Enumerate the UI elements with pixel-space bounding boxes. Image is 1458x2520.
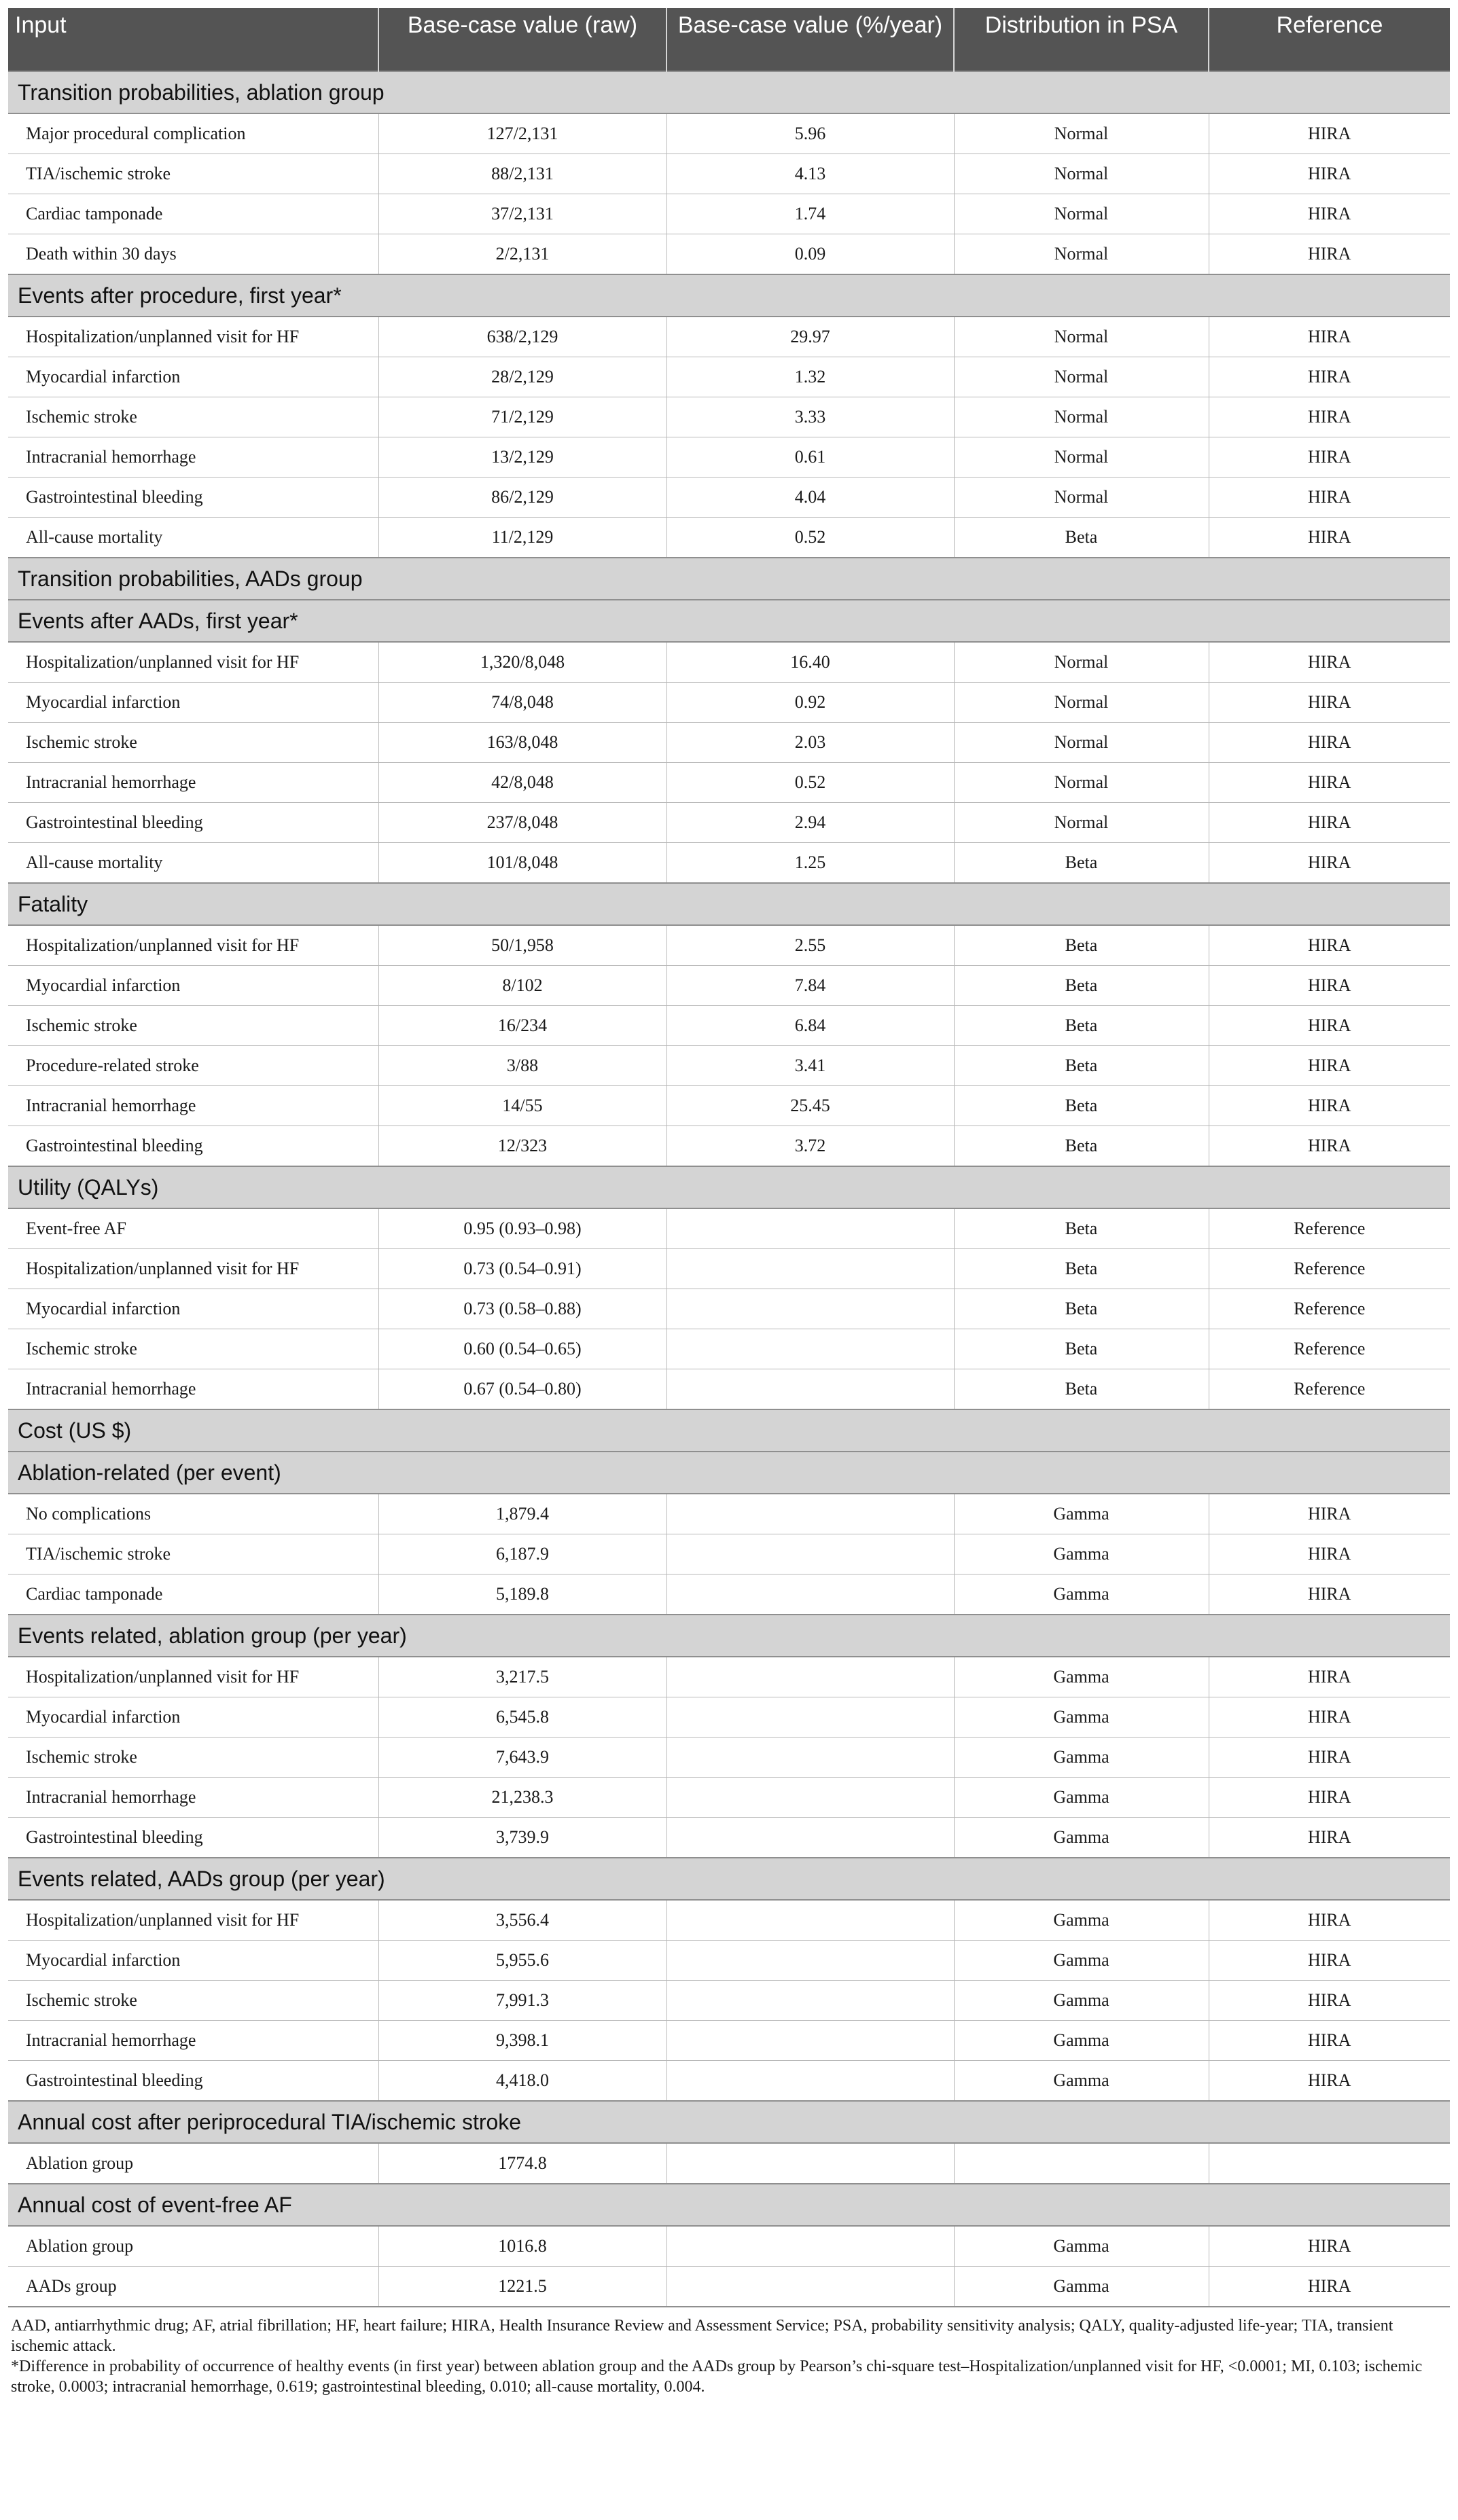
table-row <box>8 2021 1450 2061</box>
cell-raw-value: 127/2,131 <box>378 113 666 154</box>
section-header-row <box>8 1166 1450 1208</box>
cell-reference: HIRA <box>1209 843 1450 884</box>
cell-reference: Reference <box>1209 1249 1450 1289</box>
table-row <box>8 723 1450 763</box>
cell-percent-value <box>666 1329 954 1369</box>
table-row <box>8 1818 1450 1858</box>
table-row <box>8 1369 1450 1410</box>
cell-distribution: Normal <box>954 478 1209 518</box>
section-title: Transition probabilities, ablation group <box>8 71 1450 113</box>
cell-input: Major procedural complication <box>8 113 378 154</box>
header-base-case-percent: Base-case value (%/year) <box>666 8 954 71</box>
cell-distribution: Gamma <box>954 2021 1209 2061</box>
cell-raw-value: 86/2,129 <box>378 478 666 518</box>
cell-distribution: Gamma <box>954 1657 1209 1697</box>
cell-reference: HIRA <box>1209 1534 1450 1574</box>
cell-reference: HIRA <box>1209 1574 1450 1615</box>
cell-raw-value: 21,238.3 <box>378 1778 666 1818</box>
table-row <box>8 154 1450 194</box>
cell-reference: HIRA <box>1209 723 1450 763</box>
cell-percent-value: 3.72 <box>666 1126 954 1167</box>
cell-reference: Reference <box>1209 1289 1450 1329</box>
cell-raw-value: 28/2,129 <box>378 357 666 397</box>
section-header-row <box>8 558 1450 600</box>
section-title: Utility (QALYs) <box>8 1166 1450 1208</box>
table-row <box>8 1046 1450 1086</box>
section-header-row <box>8 1615 1450 1657</box>
cell-input: Procedure-related stroke <box>8 1046 378 1086</box>
cell-percent-value: 4.04 <box>666 478 954 518</box>
cell-reference: HIRA <box>1209 1657 1450 1697</box>
cell-reference: HIRA <box>1209 1738 1450 1778</box>
cell-percent-value: 2.55 <box>666 925 954 966</box>
cell-input: Ablation group <box>8 2226 378 2267</box>
cell-input: Intracranial hemorrhage <box>8 437 378 478</box>
cell-input: Myocardial infarction <box>8 966 378 1006</box>
cell-reference: HIRA <box>1209 1697 1450 1738</box>
cell-raw-value: 5,189.8 <box>378 1574 666 1615</box>
cell-input: Ablation group <box>8 2143 378 2184</box>
cell-distribution: Beta <box>954 1289 1209 1329</box>
section-title: Events after procedure, first year* <box>8 274 1450 317</box>
cell-distribution: Gamma <box>954 1574 1209 1615</box>
cell-raw-value: 1,320/8,048 <box>378 642 666 683</box>
cell-distribution: Beta <box>954 925 1209 966</box>
table-row <box>8 1006 1450 1046</box>
cell-percent-value <box>666 1657 954 1697</box>
cell-raw-value: 50/1,958 <box>378 925 666 966</box>
cell-raw-value: 6,187.9 <box>378 1534 666 1574</box>
cell-raw-value: 3,739.9 <box>378 1818 666 1858</box>
cell-input: Ischemic stroke <box>8 1981 378 2021</box>
cell-raw-value: 3/88 <box>378 1046 666 1086</box>
significance-note: *Difference in probability of occurrence of healthy events (in first year) between ablation group and the AADs group by Pearson’s chi-square test–Hospitalization/unplanned visit for HF, <0.0001; MI, 0.103; ischemic stroke, 0.0003; intracranial hemorrhage, 0.619; gastrointestinal bleeding, 0.010; all-cause mortality, 0.004. <box>11 2358 1423 2396</box>
cell-percent-value <box>666 1697 954 1738</box>
cell-input: All-cause mortality <box>8 843 378 884</box>
cell-raw-value: 2/2,131 <box>378 234 666 275</box>
cell-input: Cardiac tamponade <box>8 1574 378 1615</box>
table-container <box>8 8 1450 2397</box>
cell-input: Hospitalization/unplanned visit for HF <box>8 1249 378 1289</box>
cell-raw-value: 7,991.3 <box>378 1981 666 2021</box>
table-footnotes <box>8 2316 1450 2397</box>
cell-input: Myocardial infarction <box>8 1289 378 1329</box>
cell-distribution <box>954 2143 1209 2184</box>
cell-reference: HIRA <box>1209 1941 1450 1981</box>
cell-reference: HIRA <box>1209 357 1450 397</box>
table-row <box>8 1738 1450 1778</box>
cell-distribution: Beta <box>954 1086 1209 1126</box>
cell-distribution: Gamma <box>954 1494 1209 1534</box>
table-row <box>8 1900 1450 1941</box>
header-input: Input <box>8 8 378 71</box>
table-row <box>8 1208 1450 1249</box>
table-row <box>8 397 1450 437</box>
parameters-table <box>8 8 1450 2307</box>
cell-reference: HIRA <box>1209 437 1450 478</box>
cell-reference: HIRA <box>1209 2267 1450 2307</box>
cell-input: Intracranial hemorrhage <box>8 2021 378 2061</box>
cell-distribution: Normal <box>954 194 1209 234</box>
section-header-row <box>8 2184 1450 2226</box>
cell-raw-value: 0.95 (0.93–0.98) <box>378 1208 666 1249</box>
table-row <box>8 194 1450 234</box>
cell-input: TIA/ischemic stroke <box>8 154 378 194</box>
table-row <box>8 1329 1450 1369</box>
cell-distribution: Beta <box>954 966 1209 1006</box>
table-row <box>8 1981 1450 2021</box>
cell-percent-value <box>666 2267 954 2307</box>
table-header <box>8 8 1450 71</box>
cell-percent-value: 7.84 <box>666 966 954 1006</box>
cell-raw-value: 42/8,048 <box>378 763 666 803</box>
cell-percent-value: 25.45 <box>666 1086 954 1126</box>
table-row <box>8 803 1450 843</box>
cell-distribution: Normal <box>954 683 1209 723</box>
cell-percent-value <box>666 1249 954 1289</box>
section-header-row <box>8 1409 1450 1452</box>
cell-input: Hospitalization/unplanned visit for HF <box>8 642 378 683</box>
header-base-case-raw: Base-case value (raw) <box>378 8 666 71</box>
section-title: Ablation-related (per event) <box>8 1452 1450 1494</box>
cell-distribution: Normal <box>954 154 1209 194</box>
cell-reference: HIRA <box>1209 1046 1450 1086</box>
cell-raw-value: 0.73 (0.54–0.91) <box>378 1249 666 1289</box>
cell-input: AADs group <box>8 2267 378 2307</box>
cell-input: Hospitalization/unplanned visit for HF <box>8 1900 378 1941</box>
table-row <box>8 478 1450 518</box>
section-title: Annual cost after periprocedural TIA/ischemic stroke <box>8 2101 1450 2143</box>
cell-percent-value: 16.40 <box>666 642 954 683</box>
header-row <box>8 8 1450 71</box>
cell-distribution: Normal <box>954 317 1209 357</box>
section-title: Annual cost of event-free AF <box>8 2184 1450 2226</box>
cell-distribution: Beta <box>954 1006 1209 1046</box>
section-title: Fatality <box>8 883 1450 925</box>
cell-percent-value <box>666 1818 954 1858</box>
cell-input: Event-free AF <box>8 1208 378 1249</box>
table-row <box>8 1657 1450 1697</box>
cell-input: All-cause mortality <box>8 518 378 558</box>
table-row <box>8 1697 1450 1738</box>
cell-distribution: Gamma <box>954 1900 1209 1941</box>
cell-raw-value: 5,955.6 <box>378 1941 666 1981</box>
cell-input: Intracranial hemorrhage <box>8 1369 378 1410</box>
table-row <box>8 234 1450 275</box>
cell-raw-value: 4,418.0 <box>378 2061 666 2102</box>
section-title: Cost (US $) <box>8 1409 1450 1452</box>
table-row <box>8 1574 1450 1615</box>
table-row <box>8 1534 1450 1574</box>
cell-distribution: Gamma <box>954 1738 1209 1778</box>
cell-input: Myocardial infarction <box>8 357 378 397</box>
cell-percent-value: 1.25 <box>666 843 954 884</box>
cell-percent-value: 0.52 <box>666 763 954 803</box>
cell-percent-value <box>666 2143 954 2184</box>
cell-reference: HIRA <box>1209 1006 1450 1046</box>
cell-percent-value: 1.74 <box>666 194 954 234</box>
cell-percent-value: 6.84 <box>666 1006 954 1046</box>
header-reference: Reference <box>1209 8 1450 71</box>
cell-raw-value: 71/2,129 <box>378 397 666 437</box>
cell-distribution: Normal <box>954 723 1209 763</box>
cell-distribution: Normal <box>954 113 1209 154</box>
cell-reference: HIRA <box>1209 1900 1450 1941</box>
cell-reference: HIRA <box>1209 478 1450 518</box>
cell-percent-value <box>666 2226 954 2267</box>
cell-distribution: Gamma <box>954 1778 1209 1818</box>
cell-raw-value: 237/8,048 <box>378 803 666 843</box>
cell-raw-value: 9,398.1 <box>378 2021 666 2061</box>
cell-raw-value: 0.73 (0.58–0.88) <box>378 1289 666 1329</box>
cell-raw-value: 0.67 (0.54–0.80) <box>378 1369 666 1410</box>
table-row <box>8 2143 1450 2184</box>
cell-percent-value <box>666 2061 954 2102</box>
cell-input: Hospitalization/unplanned visit for HF <box>8 925 378 966</box>
cell-distribution: Gamma <box>954 2226 1209 2267</box>
cell-raw-value: 8/102 <box>378 966 666 1006</box>
table-row <box>8 763 1450 803</box>
cell-raw-value: 7,643.9 <box>378 1738 666 1778</box>
cell-reference: Reference <box>1209 1208 1450 1249</box>
cell-input: Intracranial hemorrhage <box>8 763 378 803</box>
cell-percent-value <box>666 1289 954 1329</box>
table-row <box>8 1494 1450 1534</box>
cell-raw-value: 12/323 <box>378 1126 666 1167</box>
cell-raw-value: 37/2,131 <box>378 194 666 234</box>
table-row <box>8 518 1450 558</box>
cell-raw-value: 0.60 (0.54–0.65) <box>378 1329 666 1369</box>
section-title: Events related, AADs group (per year) <box>8 1858 1450 1900</box>
cell-reference: HIRA <box>1209 966 1450 1006</box>
cell-distribution: Gamma <box>954 1697 1209 1738</box>
cell-input: Myocardial infarction <box>8 683 378 723</box>
cell-percent-value <box>666 1981 954 2021</box>
cell-reference: HIRA <box>1209 154 1450 194</box>
table-row <box>8 1778 1450 1818</box>
cell-reference: HIRA <box>1209 683 1450 723</box>
cell-reference: HIRA <box>1209 234 1450 275</box>
cell-distribution: Normal <box>954 803 1209 843</box>
section-title: Transition probabilities, AADs group <box>8 558 1450 600</box>
cell-reference: HIRA <box>1209 925 1450 966</box>
cell-distribution: Normal <box>954 397 1209 437</box>
cell-reference: HIRA <box>1209 1778 1450 1818</box>
cell-reference: HIRA <box>1209 1818 1450 1858</box>
cell-reference: HIRA <box>1209 113 1450 154</box>
section-header-row <box>8 600 1450 642</box>
section-header-row <box>8 1452 1450 1494</box>
cell-input: Gastrointestinal bleeding <box>8 803 378 843</box>
cell-percent-value <box>666 1208 954 1249</box>
cell-raw-value: 163/8,048 <box>378 723 666 763</box>
cell-reference: HIRA <box>1209 763 1450 803</box>
cell-percent-value: 5.96 <box>666 113 954 154</box>
cell-input: Hospitalization/unplanned visit for HF <box>8 1657 378 1697</box>
cell-reference: HIRA <box>1209 1126 1450 1167</box>
section-title: Events after AADs, first year* <box>8 600 1450 642</box>
cell-distribution: Gamma <box>954 1534 1209 1574</box>
cell-raw-value: 1221.5 <box>378 2267 666 2307</box>
cell-percent-value: 29.97 <box>666 317 954 357</box>
cell-percent-value <box>666 1369 954 1410</box>
cell-distribution: Gamma <box>954 1818 1209 1858</box>
cell-distribution: Beta <box>954 1208 1209 1249</box>
table-row <box>8 843 1450 884</box>
section-title: Events related, ablation group (per year) <box>8 1615 1450 1657</box>
section-header-row <box>8 1858 1450 1900</box>
table-row <box>8 1086 1450 1126</box>
cell-distribution: Gamma <box>954 2061 1209 2102</box>
table-body <box>8 71 1450 2307</box>
cell-percent-value <box>666 1574 954 1615</box>
table-row <box>8 113 1450 154</box>
cell-input: Intracranial hemorrhage <box>8 1086 378 1126</box>
cell-distribution: Normal <box>954 437 1209 478</box>
cell-reference: HIRA <box>1209 2061 1450 2102</box>
section-header-row <box>8 883 1450 925</box>
cell-reference: HIRA <box>1209 2226 1450 2267</box>
table-row <box>8 2061 1450 2102</box>
table-row <box>8 642 1450 683</box>
cell-percent-value: 0.09 <box>666 234 954 275</box>
cell-raw-value: 11/2,129 <box>378 518 666 558</box>
cell-raw-value: 6,545.8 <box>378 1697 666 1738</box>
cell-percent-value: 0.61 <box>666 437 954 478</box>
cell-distribution: Gamma <box>954 2267 1209 2307</box>
table-row <box>8 2267 1450 2307</box>
cell-input: Ischemic stroke <box>8 1738 378 1778</box>
cell-input: Ischemic stroke <box>8 1329 378 1369</box>
table-row <box>8 2226 1450 2267</box>
cell-raw-value: 88/2,131 <box>378 154 666 194</box>
cell-raw-value: 1774.8 <box>378 2143 666 2184</box>
cell-distribution: Beta <box>954 1249 1209 1289</box>
table-row <box>8 1249 1450 1289</box>
cell-distribution: Normal <box>954 234 1209 275</box>
cell-distribution: Gamma <box>954 1981 1209 2021</box>
cell-distribution: Beta <box>954 1126 1209 1167</box>
cell-percent-value: 1.32 <box>666 357 954 397</box>
cell-distribution: Beta <box>954 843 1209 884</box>
table-row <box>8 317 1450 357</box>
section-header-row <box>8 71 1450 113</box>
cell-input: Ischemic stroke <box>8 1006 378 1046</box>
cell-input: Cardiac tamponade <box>8 194 378 234</box>
cell-percent-value <box>666 1941 954 1981</box>
cell-percent-value: 0.52 <box>666 518 954 558</box>
section-header-row <box>8 274 1450 317</box>
cell-percent-value <box>666 1534 954 1574</box>
cell-reference: Reference <box>1209 1369 1450 1410</box>
cell-reference: HIRA <box>1209 803 1450 843</box>
table-row <box>8 437 1450 478</box>
cell-input: Gastrointestinal bleeding <box>8 1818 378 1858</box>
cell-percent-value: 3.41 <box>666 1046 954 1086</box>
cell-input: Myocardial infarction <box>8 1697 378 1738</box>
cell-percent-value <box>666 1494 954 1534</box>
cell-distribution: Beta <box>954 518 1209 558</box>
cell-percent-value: 3.33 <box>666 397 954 437</box>
cell-raw-value: 638/2,129 <box>378 317 666 357</box>
cell-reference: HIRA <box>1209 642 1450 683</box>
cell-input: Ischemic stroke <box>8 723 378 763</box>
cell-reference <box>1209 2143 1450 2184</box>
cell-raw-value: 1,879.4 <box>378 1494 666 1534</box>
table-row <box>8 357 1450 397</box>
table-row <box>8 683 1450 723</box>
cell-raw-value: 1016.8 <box>378 2226 666 2267</box>
cell-input: Gastrointestinal bleeding <box>8 478 378 518</box>
cell-input: Gastrointestinal bleeding <box>8 2061 378 2102</box>
header-distribution: Distribution in PSA <box>954 8 1209 71</box>
cell-percent-value <box>666 2021 954 2061</box>
cell-percent-value: 0.92 <box>666 683 954 723</box>
cell-distribution: Normal <box>954 357 1209 397</box>
cell-reference: HIRA <box>1209 397 1450 437</box>
abbreviations-note: AAD, antiarrhythmic drug; AF, atrial fibrillation; HF, heart failure; HIRA, Health Insurance Review and Assessment Service; PSA, probability sensitivity analysis; QALY, quality-adjusted life-year; TIA, transient ischemic attack. <box>11 2317 1393 2355</box>
cell-distribution: Normal <box>954 642 1209 683</box>
cell-reference: HIRA <box>1209 1086 1450 1126</box>
cell-reference: HIRA <box>1209 1981 1450 2021</box>
cell-distribution: Beta <box>954 1046 1209 1086</box>
cell-input: Intracranial hemorrhage <box>8 1778 378 1818</box>
cell-input: Hospitalization/unplanned visit for HF <box>8 317 378 357</box>
cell-input: Myocardial infarction <box>8 1941 378 1981</box>
cell-raw-value: 3,556.4 <box>378 1900 666 1941</box>
cell-percent-value <box>666 1778 954 1818</box>
cell-reference: HIRA <box>1209 2021 1450 2061</box>
table-row <box>8 1126 1450 1167</box>
table-row <box>8 925 1450 966</box>
cell-percent-value: 2.03 <box>666 723 954 763</box>
cell-percent-value <box>666 1738 954 1778</box>
cell-distribution: Beta <box>954 1369 1209 1410</box>
cell-raw-value: 74/8,048 <box>378 683 666 723</box>
cell-distribution: Normal <box>954 763 1209 803</box>
cell-percent-value <box>666 1900 954 1941</box>
table-row <box>8 1941 1450 1981</box>
cell-distribution: Beta <box>954 1329 1209 1369</box>
cell-input: Death within 30 days <box>8 234 378 275</box>
cell-reference: HIRA <box>1209 1494 1450 1534</box>
table-row <box>8 966 1450 1006</box>
cell-percent-value: 2.94 <box>666 803 954 843</box>
cell-input: No complications <box>8 1494 378 1534</box>
cell-distribution: Gamma <box>954 1941 1209 1981</box>
cell-reference: HIRA <box>1209 518 1450 558</box>
cell-raw-value: 13/2,129 <box>378 437 666 478</box>
cell-raw-value: 3,217.5 <box>378 1657 666 1697</box>
cell-raw-value: 16/234 <box>378 1006 666 1046</box>
cell-reference: HIRA <box>1209 317 1450 357</box>
cell-input: Ischemic stroke <box>8 397 378 437</box>
cell-input: Gastrointestinal bleeding <box>8 1126 378 1167</box>
table-row <box>8 1289 1450 1329</box>
cell-reference: Reference <box>1209 1329 1450 1369</box>
cell-raw-value: 101/8,048 <box>378 843 666 884</box>
cell-percent-value: 4.13 <box>666 154 954 194</box>
cell-reference: HIRA <box>1209 194 1450 234</box>
cell-input: TIA/ischemic stroke <box>8 1534 378 1574</box>
cell-raw-value: 14/55 <box>378 1086 666 1126</box>
section-header-row <box>8 2101 1450 2143</box>
